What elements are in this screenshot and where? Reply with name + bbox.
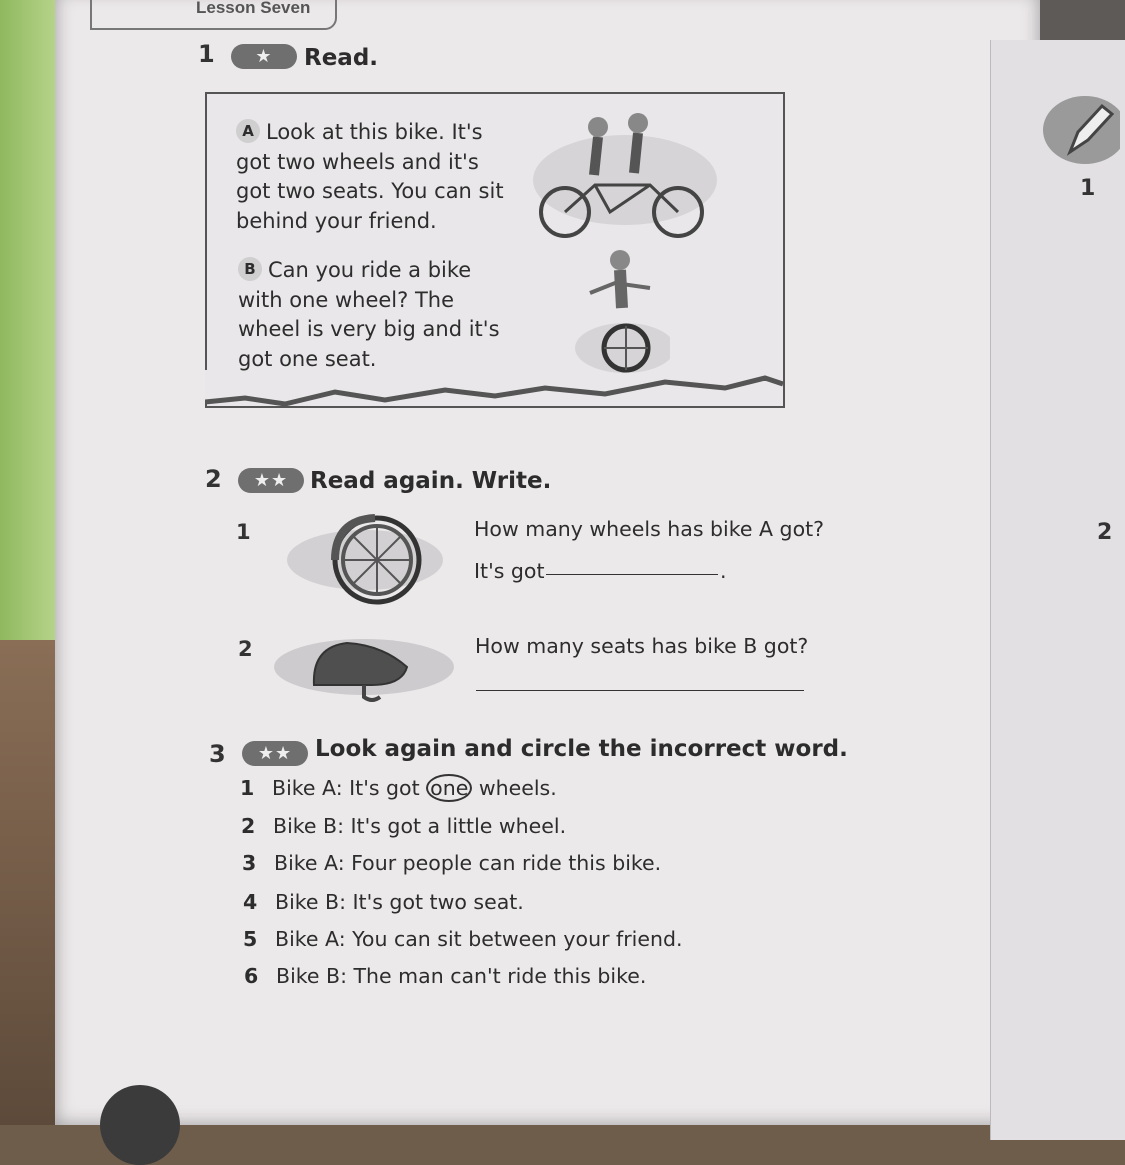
passage-b <box>238 256 500 374</box>
list-item <box>243 927 683 951</box>
wheel-icon <box>285 510 445 610</box>
exercise-2-number: 2 <box>205 465 222 493</box>
lesson-title: Lesson Seven <box>196 0 311 17</box>
item-text-after: wheels. <box>478 776 557 800</box>
page-corner-shadow <box>100 1085 180 1165</box>
bike-seat-icon <box>272 635 457 707</box>
tandem-bike-illustration <box>530 105 720 240</box>
list-item <box>241 814 566 838</box>
pencil-icon <box>1040 92 1120 167</box>
question-1-answer-prefix: It's got <box>474 559 545 583</box>
question-1-answer-suffix: . <box>720 559 727 583</box>
answer-2-blank[interactable] <box>476 690 804 691</box>
item-number: 6 <box>244 964 259 988</box>
answer-1-blank[interactable] <box>546 574 718 575</box>
list-item <box>242 851 661 875</box>
circled-word[interactable]: one <box>426 774 472 802</box>
question-2-number: 2 <box>238 637 253 661</box>
item-text[interactable]: Bike A: Four people can ride this bike. <box>274 851 662 875</box>
passage-b-letter: B <box>238 257 262 281</box>
list-item <box>244 964 646 988</box>
item-number: 1 <box>240 776 255 800</box>
exercise-3-title: Look again and circle the incorrect word. <box>315 736 848 762</box>
passage-b-text: Can you ride a bike with one wheel? The wheel is very big and it's got one seat. <box>238 258 500 371</box>
right-page-number-2: 2 <box>1097 520 1113 545</box>
star-rating-badge: ★★ <box>238 468 304 493</box>
item-text[interactable]: Bike A: You can sit between your friend. <box>275 927 683 951</box>
passage-a-text: Look at this bike. It's got two wheels and it's got two seats. You can sit behind your friend. <box>236 120 504 233</box>
star-rating-badge: ★ <box>231 44 297 69</box>
question-1-number: 1 <box>236 520 251 544</box>
exercise-1-title: Read. <box>304 45 379 71</box>
passage-a <box>236 118 506 236</box>
item-number: 4 <box>243 890 258 914</box>
exercise-3-number: 3 <box>209 740 226 768</box>
right-page-number-1: 1 <box>1080 176 1096 201</box>
item-text[interactable]: Bike B: It's got a little wheel. <box>273 814 567 838</box>
unicycle-illustration <box>570 248 670 378</box>
star-rating-badge: ★★ <box>242 741 308 766</box>
item-number: 2 <box>241 814 256 838</box>
item-number: 3 <box>242 851 257 875</box>
question-2-text: How many seats has bike B got? <box>475 634 809 658</box>
item-text[interactable]: Bike B: The man can't ride this bike. <box>276 964 647 988</box>
list-item <box>243 890 524 914</box>
item-number: 5 <box>243 927 258 951</box>
question-1-text: How many wheels has bike A got? <box>474 517 825 541</box>
exercise-2-title: Read again. Write. <box>310 468 552 494</box>
passage-a-letter: A <box>236 119 260 143</box>
facing-page <box>990 40 1125 1140</box>
item-text[interactable]: Bike B: It's got two seat. <box>275 890 524 914</box>
list-item <box>240 776 557 800</box>
torn-paper-edge <box>205 370 785 416</box>
exercise-1-number: 1 <box>198 40 215 68</box>
item-text-before: Bike A: It's got <box>272 776 420 800</box>
